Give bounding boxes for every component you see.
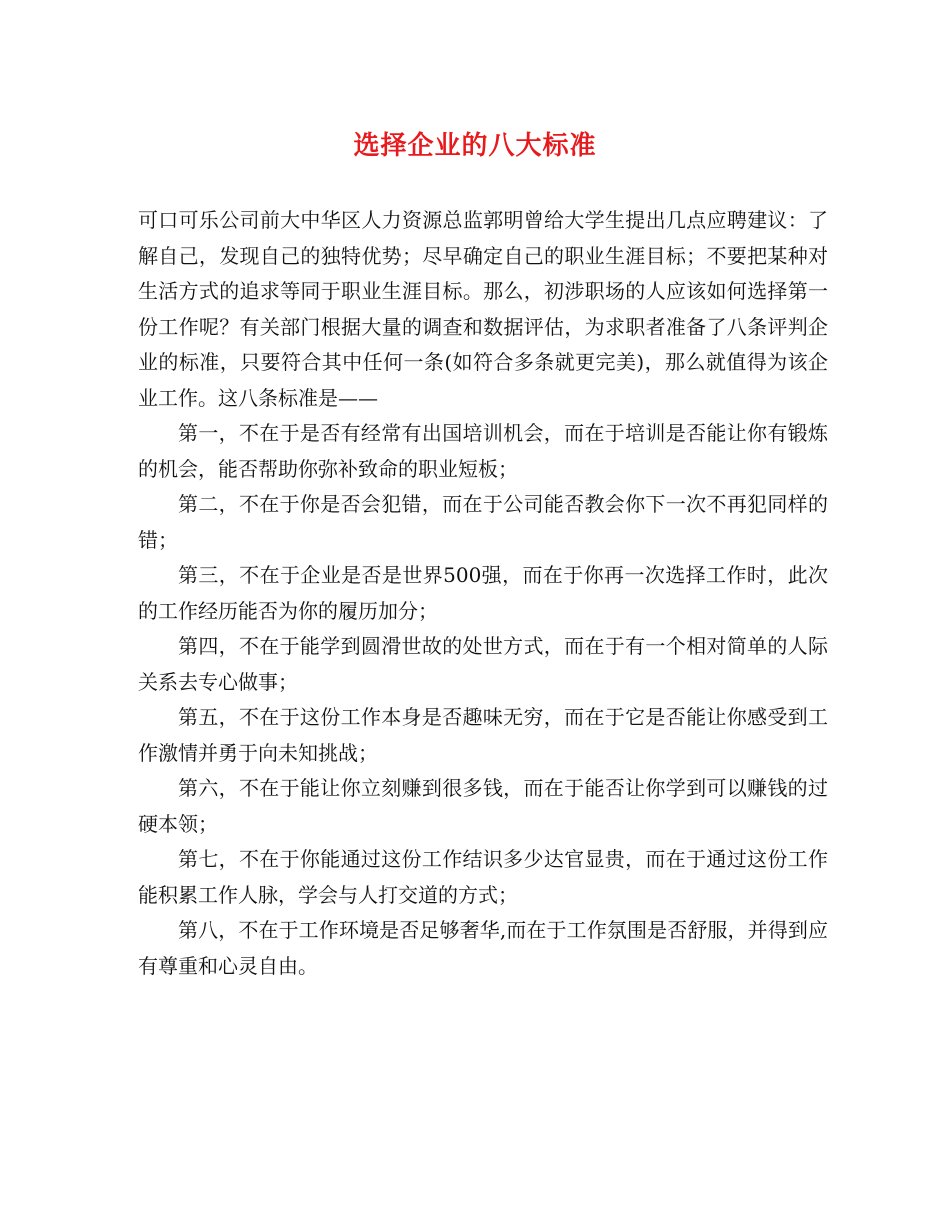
- standard-5-paragraph: 第五，不在于这份工作本身是否趣味无穷，而在于它是否能让你感受到工作激情并勇于向未知挑战；: [138, 705, 828, 765]
- document-body: [138, 203, 828, 984]
- standard-3-paragraph: 第三，不在于企业是否是世界500强，而在于你再一次选择工作时，此次的工作经历能否为你的履历加分；: [138, 563, 828, 623]
- standard-2-paragraph: 第二，不在于你是否会犯错，而在于公司能否教会你下一次不再犯同样的错；: [138, 492, 828, 552]
- standard-6-paragraph: 第六，不在于能让你立刻赚到很多钱，而在于能否让你学到可以赚钱的过硬本领；: [138, 776, 828, 836]
- document-title: 选择企业的八大标准: [353, 131, 597, 161]
- standard-1-paragraph: 第一，不在于是否有经常有出国培训机会，而在于培训是否能让你有锻炼的机会，能否帮助你弥补致命的职业短板；: [138, 421, 828, 481]
- intro-paragraph: 可口可乐公司前大中华区人力资源总监郭明曾给大学生提出几点应聘建议：了解自己，发现自己的独特优势；尽早确定自己的职业生涯目标；不要把某种对生活方式的追求等同于职业生涯目标。那么，初涉职场的人应该如何选择第一份工作呢？有关部门根据大量的调查和数据评估，为求职者准备了八条评判企业的标准，只要符合其中任何一条(如符合多条就更完美)，那么就值得为该企业工作。这八条标准是——: [138, 208, 828, 410]
- standard-8-paragraph: 第八，不在于工作环境是否足够奢华,而在于工作氛围是否舒服，并得到应有尊重和心灵自由。: [138, 918, 828, 978]
- standard-4-paragraph: 第四，不在于能学到圆滑世故的处世方式，而在于有一个相对简单的人际关系去专心做事；: [138, 634, 828, 694]
- standard-7-paragraph: 第七，不在于你能通过这份工作结识多少达官显贵，而在于通过这份工作能积累工作人脉，学会与人打交道的方式；: [138, 847, 828, 907]
